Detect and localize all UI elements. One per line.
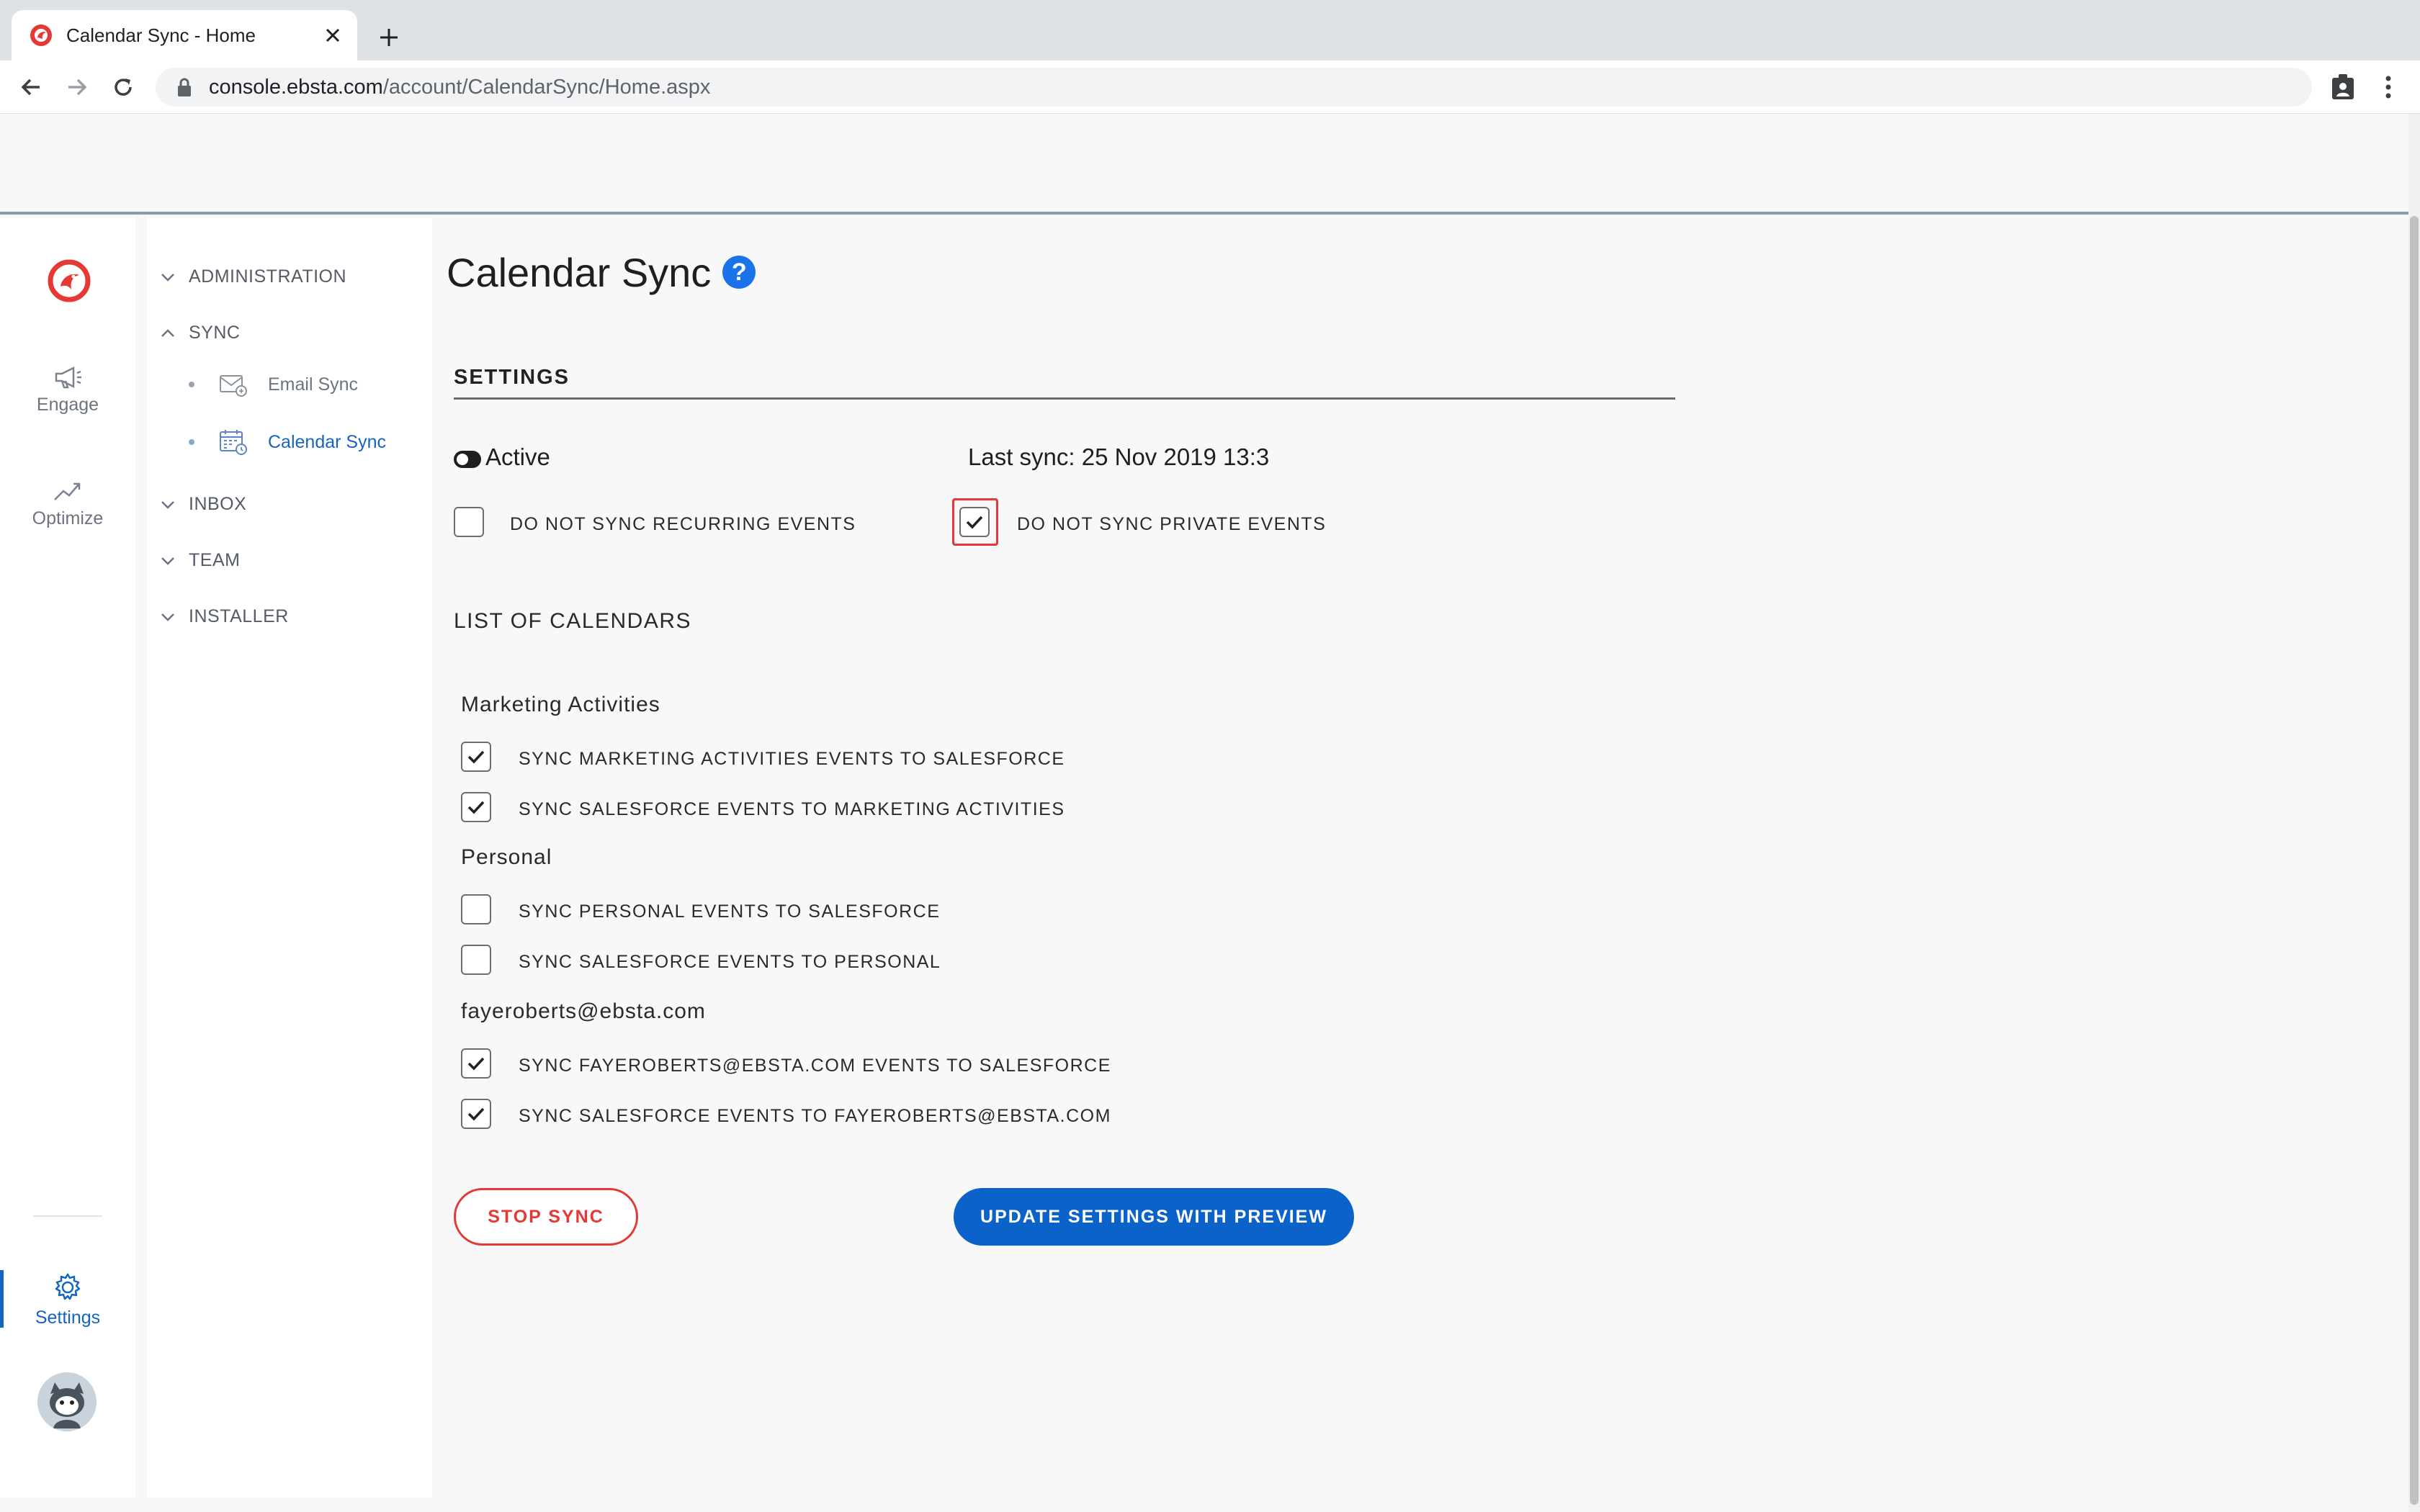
forward-icon[interactable] bbox=[59, 69, 95, 105]
settings-heading: SETTINGS bbox=[454, 366, 570, 389]
address-bar[interactable] bbox=[156, 68, 2312, 107]
nav-group-label: INSTALLER bbox=[189, 606, 289, 626]
url-path: /account/CalendarSync/Home.aspx bbox=[382, 75, 711, 99]
recurring-events-checkbox[interactable] bbox=[454, 507, 484, 537]
page-title-text: Calendar Sync bbox=[447, 249, 712, 295]
nav-item-label: Calendar Sync bbox=[268, 431, 386, 452]
nav-group-label: SYNC bbox=[189, 323, 241, 343]
calendar-option-label: SYNC SALESFORCE EVENTS TO FAYEROBERTS@EBSTA.COM bbox=[519, 1106, 1111, 1126]
active-label: Active bbox=[485, 444, 550, 470]
calendar-option-checkbox[interactable] bbox=[461, 945, 491, 975]
last-sync-text: Last sync: 25 Nov 2019 13:3 bbox=[968, 444, 1270, 470]
checkmark-icon bbox=[467, 1056, 485, 1071]
calendar-option-label: SYNC SALESFORCE EVENTS TO PERSONAL bbox=[519, 952, 941, 972]
ebsta-favicon-icon bbox=[29, 23, 53, 48]
tab-title: Calendar Sync - Home bbox=[66, 24, 256, 46]
rail-label-engage: Engage bbox=[36, 395, 99, 415]
tab-close-icon[interactable] bbox=[320, 22, 346, 48]
nav-group-administration[interactable] bbox=[160, 266, 346, 287]
page-title bbox=[447, 243, 756, 301]
nav-bullet bbox=[189, 439, 194, 445]
extension-icon[interactable] bbox=[2326, 71, 2360, 104]
checkmark-icon bbox=[467, 749, 485, 765]
calendar-option-checkbox[interactable] bbox=[461, 792, 491, 822]
url-host: console.ebsta.com bbox=[209, 75, 383, 99]
ebsta-logo-icon[interactable] bbox=[43, 255, 95, 307]
lock-icon bbox=[176, 76, 193, 98]
scrollbar-thumb[interactable] bbox=[2410, 216, 2419, 1505]
rail-label-optimize: Optimize bbox=[32, 508, 104, 528]
checkmark-icon bbox=[467, 799, 485, 815]
private-events-label: DO NOT SYNC PRIVATE EVENTS bbox=[1017, 514, 1327, 534]
calendar-name: Marketing Activities bbox=[461, 693, 660, 716]
calendar-name: Personal bbox=[461, 845, 552, 869]
active-toggle[interactable] bbox=[454, 451, 481, 468]
settings-subnav bbox=[147, 217, 432, 1498]
settings-divider bbox=[454, 397, 1675, 400]
rail-divider bbox=[33, 1215, 102, 1217]
browser-tabstrip bbox=[0, 0, 2420, 60]
calendar-name: fayeroberts@ebsta.com bbox=[461, 999, 706, 1023]
nav-group-label: INBOX bbox=[189, 494, 247, 514]
calendar-option-checkbox[interactable] bbox=[461, 894, 491, 924]
avatar-icon bbox=[37, 1372, 97, 1431]
chevron-up-icon bbox=[160, 328, 176, 338]
nav-bullet bbox=[189, 382, 194, 387]
rail-item-optimize[interactable] bbox=[0, 478, 135, 529]
private-events-checkbox[interactable] bbox=[959, 507, 990, 537]
list-of-calendars-heading: LIST OF CALENDARS bbox=[454, 609, 692, 633]
trend-icon bbox=[52, 478, 84, 504]
email-sync-icon bbox=[219, 372, 248, 397]
rail-item-engage[interactable] bbox=[0, 364, 135, 415]
chevron-down-icon bbox=[160, 612, 176, 622]
nav-group-label: ADMINISTRATION bbox=[189, 266, 347, 287]
calendar-option-checkbox[interactable] bbox=[461, 1099, 491, 1129]
browser-menu-icon[interactable] bbox=[2374, 71, 2403, 104]
nav-item-email-sync[interactable] bbox=[189, 372, 358, 397]
nav-item-calendar-sync[interactable] bbox=[189, 429, 386, 455]
calendar-option-checkbox[interactable] bbox=[461, 742, 491, 772]
rail-label-settings: Settings bbox=[35, 1308, 101, 1328]
update-settings-button[interactable]: UPDATE SETTINGS WITH PREVIEW bbox=[954, 1188, 1354, 1246]
browser-tab[interactable] bbox=[12, 10, 357, 60]
user-avatar[interactable] bbox=[37, 1372, 97, 1431]
calendar-option-label: SYNC SALESFORCE EVENTS TO MARKETING ACTIVITIES bbox=[519, 799, 1065, 819]
app-header bbox=[0, 114, 2411, 215]
calendar-option-checkbox[interactable] bbox=[461, 1048, 491, 1079]
nav-item-label: Email Sync bbox=[268, 374, 359, 395]
url-text bbox=[209, 76, 710, 99]
reload-icon[interactable] bbox=[105, 69, 141, 105]
nav-group-inbox[interactable] bbox=[160, 494, 246, 515]
megaphone-icon bbox=[52, 364, 84, 390]
calendar-option-label: SYNC FAYEROBERTS@EBSTA.COM EVENTS TO SALESFORCE bbox=[519, 1056, 1111, 1076]
rail-item-settings[interactable] bbox=[0, 1272, 135, 1328]
chevron-down-icon bbox=[160, 556, 176, 566]
nav-group-team[interactable] bbox=[160, 550, 240, 571]
nav-group-installer[interactable] bbox=[160, 606, 289, 627]
chevron-down-icon bbox=[160, 500, 176, 510]
help-icon[interactable]: ? bbox=[722, 256, 756, 289]
calendar-icon bbox=[219, 429, 248, 455]
checkmark-icon bbox=[467, 1106, 485, 1122]
stop-sync-button[interactable]: STOP SYNC bbox=[454, 1188, 638, 1246]
calendar-option-label: SYNC PERSONAL EVENTS TO SALESFORCE bbox=[519, 901, 941, 922]
nav-group-label: TEAM bbox=[189, 550, 241, 570]
back-icon[interactable] bbox=[13, 69, 49, 105]
gear-icon bbox=[52, 1272, 84, 1303]
checkmark-icon bbox=[965, 514, 984, 530]
chevron-down-icon bbox=[160, 272, 176, 282]
recurring-events-label: DO NOT SYNC RECURRING EVENTS bbox=[510, 514, 856, 534]
new-tab-icon[interactable] bbox=[372, 20, 406, 55]
nav-group-sync[interactable] bbox=[160, 323, 240, 343]
calendar-option-label: SYNC MARKETING ACTIVITIES EVENTS TO SALESFORCE bbox=[519, 749, 1065, 769]
toggle-knob bbox=[457, 454, 468, 465]
